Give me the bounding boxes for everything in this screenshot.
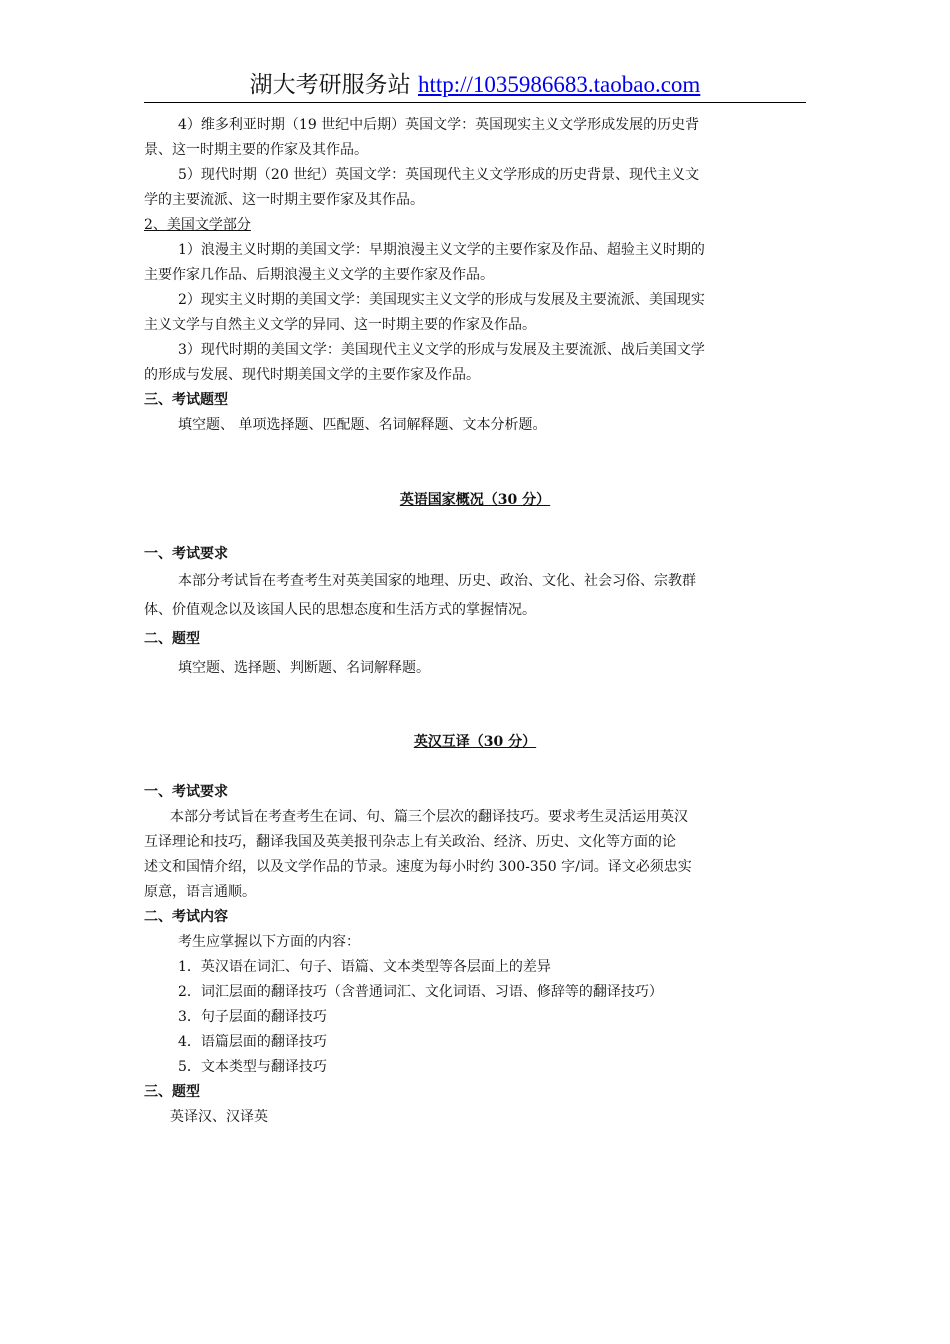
page-header <box>144 68 806 102</box>
section-title-countries: 英语国家概况（30 分） <box>399 492 551 508</box>
section-heading-requirements: 一、考试要求 <box>144 546 228 562</box>
paragraph-line: 填空题、 单项选择题、匹配题、名词解释题、文本分析题。 <box>178 417 547 433</box>
list-item: 4．语篇层面的翻译技巧 <box>178 1034 327 1050</box>
paragraph-line: 主义文学与自然主义文学的异同、这一时期主要的作家及作品。 <box>144 317 536 333</box>
document-body <box>144 113 806 1130</box>
section-heading-requirements: 一、考试要求 <box>144 784 228 800</box>
header-divider <box>144 102 806 103</box>
list-item: 3．句子层面的翻译技巧 <box>178 1009 327 1025</box>
paragraph-line: 填空题、选择题、判断题、名词解释题。 <box>178 660 430 676</box>
list-item: 5．文本类型与翻译技巧 <box>178 1059 327 1075</box>
paragraph-line: 5）现代时期（20 世纪）英国文学：英国现代主义文学形成的历史背景、现代主义文 <box>178 167 700 183</box>
paragraph-line: 考生应掌握以下方面的内容： <box>178 934 360 950</box>
section-heading-question-types: 三、考试题型 <box>144 392 228 408</box>
paragraph-line: 述文和国情介绍，以及文学作品的节录。速度为每小时约 300-350 字/词。译文必须忠实 <box>144 859 692 875</box>
paragraph-line: 本部分考试旨在考查考生在词、句、篇三个层次的翻译技巧。要求考生灵活运用英汉 <box>170 809 688 825</box>
paragraph-line: 景、这一时期主要的作家及其作品。 <box>144 142 368 158</box>
section-heading-question-types: 二、题型 <box>144 631 200 647</box>
paragraph-line: 学的主要流派、这一时期主要作家及其作品。 <box>144 192 424 208</box>
paragraph-line: 1）浪漫主义时期的美国文学：早期浪漫主义文学的主要作家及作品、超验主义时期的 <box>178 242 705 258</box>
site-name: 湖大考研服务站 <box>249 72 411 98</box>
list-item: 2．词汇层面的翻译技巧（含普通词汇、文化词语、习语、修辞等的翻译技巧） <box>178 984 663 1000</box>
section-heading-content: 二、考试内容 <box>144 909 228 925</box>
list-item: 1．英汉语在词汇、句子、语篇、文本类型等各层面上的差异 <box>178 959 551 975</box>
paragraph-line: 3）现代时期的美国文学：美国现代主义文学的形成与发展及主要流派、战后美国文学 <box>178 342 705 358</box>
paragraph-line: 体、价值观念以及该国人民的思想态度和生活方式的掌握情况。 <box>144 602 536 618</box>
paragraph-line: 本部分考试旨在考查考生对英美国家的地理、历史、政治、文化、社会习俗、宗教群 <box>178 573 696 589</box>
paragraph-line: 的形成与发展、现代时期美国文学的主要作家及作品。 <box>144 367 480 383</box>
paragraph-line: 2）现实主义时期的美国文学：美国现实主义文学的形成与发展及主要流派、美国现实 <box>178 292 705 308</box>
paragraph-line: 主要作家几作品、后期浪漫主义文学的主要作家及作品。 <box>144 267 494 283</box>
section-heading-us-literature: 2、美国文学部分 <box>144 217 251 233</box>
shop-url-link[interactable]: http://1035986683.taobao.com <box>417 72 701 97</box>
section-title-translation: 英汉互译（30 分） <box>413 734 537 750</box>
paragraph-line: 4）维多利亚时期（19 世纪中后期）英国文学：英国现实主义文学形成发展的历史背 <box>178 117 700 133</box>
paragraph-line: 英译汉、汉译英 <box>170 1109 268 1125</box>
section-heading-question-types: 三、题型 <box>144 1084 200 1100</box>
paragraph-line: 互译理论和技巧，翻译我国及英美报刊杂志上有关政治、经济、历史、文化等方面的论 <box>144 834 676 850</box>
paragraph-line: 原意，语言通顺。 <box>144 884 256 900</box>
